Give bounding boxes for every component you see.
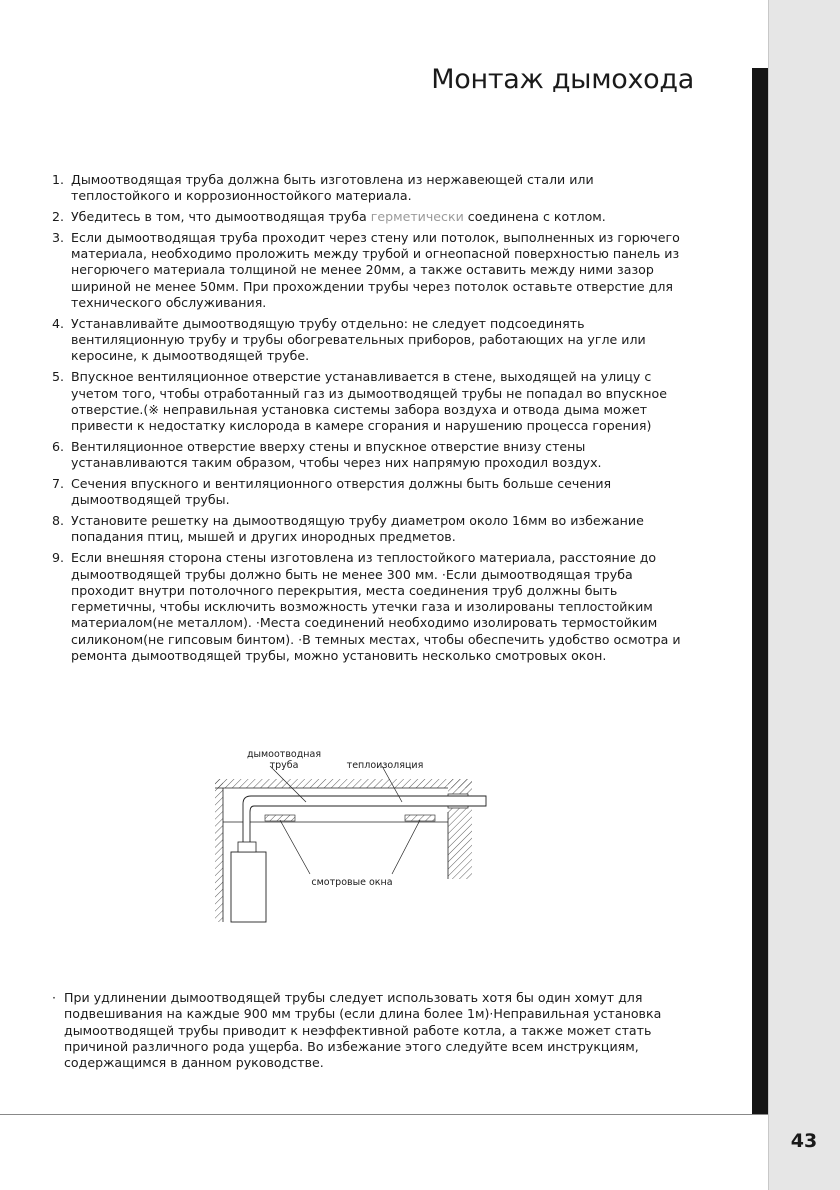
installation-note <box>52 990 712 1071</box>
instruction-item <box>52 209 696 225</box>
item-number: 8. <box>52 513 65 529</box>
flue-installation-diagram <box>200 742 520 928</box>
boiler-unit <box>231 852 266 922</box>
left-wall <box>215 779 223 922</box>
item-text: Сечения впускного и вентиляционного отверстия должны быть больше сечения дымоотводящей трубы. <box>71 476 612 508</box>
side-accent-bar <box>752 68 768 1114</box>
item-number: 9. <box>52 550 65 566</box>
page-title: Монтаж дымохода <box>431 64 694 95</box>
item-text: Впускное вентиляционное отверстие устанавливается в стене, выходящей на улицу с учетом того, чтобы отработанный газ из дымоотводящей трубы не попадал во впускное отверстие.(※ неправильная установка системы забора воздуха и отвода дыма может привести к недостатку кислорода в камере сгорания и нарушению процесса горения) <box>71 369 667 434</box>
item-text-faded: герметически <box>370 209 464 225</box>
side-band <box>768 0 840 1190</box>
item-text: Убедитесь в том, что дымоотводящая труба <box>71 209 371 225</box>
item-number: 6. <box>52 438 65 454</box>
instruction-list <box>52 172 696 669</box>
item-text: Вентиляционное отверстие вверху стены и впускное отверстие внизу стены устанавливаются таким образом, чтобы через них напрямую проходил воздух. <box>71 438 602 471</box>
ceiling-slab <box>215 779 472 788</box>
item-text: Дымоотводящая труба должна быть изготовлена из нержавеющей стали или теплостойкого и коррозионностойкого материала. <box>71 172 594 204</box>
instruction-item <box>52 476 696 509</box>
item-number: 1. <box>52 172 65 187</box>
label-insulation: теплоизоляция <box>346 760 424 771</box>
item-text: Если внешняя сторона стены изготовлена из теплостойкого материала, расстояние до дымоотводящей трубы должно быть не менее 300 мм. ·Если дымоотводящая труба проходит внутри потолочного перекрытия, места соединения труб должны быть герметичны, чтобы исключить возможность утечки газа и изолированы теплостойким материалом(не металлом). ·Места соединений необходимо изолировать термостойким силиконом(не гипсовым бинтом). ·В темных местах, чтобы обеспечить удобство осмотра и ремонта дымоотводящей трубы, можно установить несколько смотровых окон. <box>71 550 681 664</box>
label-inspection-windows: смотровые окна <box>311 877 393 888</box>
instruction-item <box>52 550 696 664</box>
item-number: 5. <box>52 369 65 385</box>
instruction-item <box>52 172 696 205</box>
instruction-item <box>52 439 696 472</box>
note-bullet: · <box>52 990 57 1005</box>
instruction-item <box>52 230 696 311</box>
item-number: 4. <box>52 315 65 331</box>
label-flue-pipe: дымоотводная <box>246 749 322 760</box>
footer-divider <box>0 1114 768 1115</box>
page-number: 43 <box>790 1130 818 1152</box>
item-text: Установите решетку на дымоотводящую трубу диаметром около 16мм во избежание попадания птиц, мышей и других инородных предметов. <box>71 513 644 545</box>
instruction-item <box>52 316 696 365</box>
item-text: соединена с котлом. <box>463 209 606 225</box>
item-number: 7. <box>52 476 65 492</box>
instruction-item <box>52 513 696 546</box>
item-number: 3. <box>52 229 65 245</box>
item-text: Если дымоотводящая труба проходит через стену или потолок, выполненных из горючего материала, необходимо проложить между трубой и огнеопасной поверхностью панель из негорючего материала толщиной не менее 20мм, а также оставить между ними зазор шириной не менее 50мм. При прохождении трубы через потолок оставьте отверстие для технического обслуживания. <box>71 229 680 311</box>
item-text: Устанавливайте дымоотводящую трубу отдельно: не следует подсоединять вентиляционную трубу и трубы обогревательных приборов, работающих на угле или керосине, к дымоотводящей трубе. <box>71 315 646 364</box>
label-flue-pipe: труба <box>269 760 299 771</box>
item-number: 2. <box>52 209 65 225</box>
note-text: При удлинении дымоотводящей трубы следует использовать хотя бы один хомут для подвешивания на каждые 900 мм трубы (если длина более 1м)·Неправильная установка дымоотводящей трубы приводит к неэффективной работе котла, а также может стать причиной различного рода ущерба. Во избежание этого следуйте всем инструкциям, содержащимся в данном руководстве. <box>64 990 662 1071</box>
instruction-item <box>52 369 696 434</box>
